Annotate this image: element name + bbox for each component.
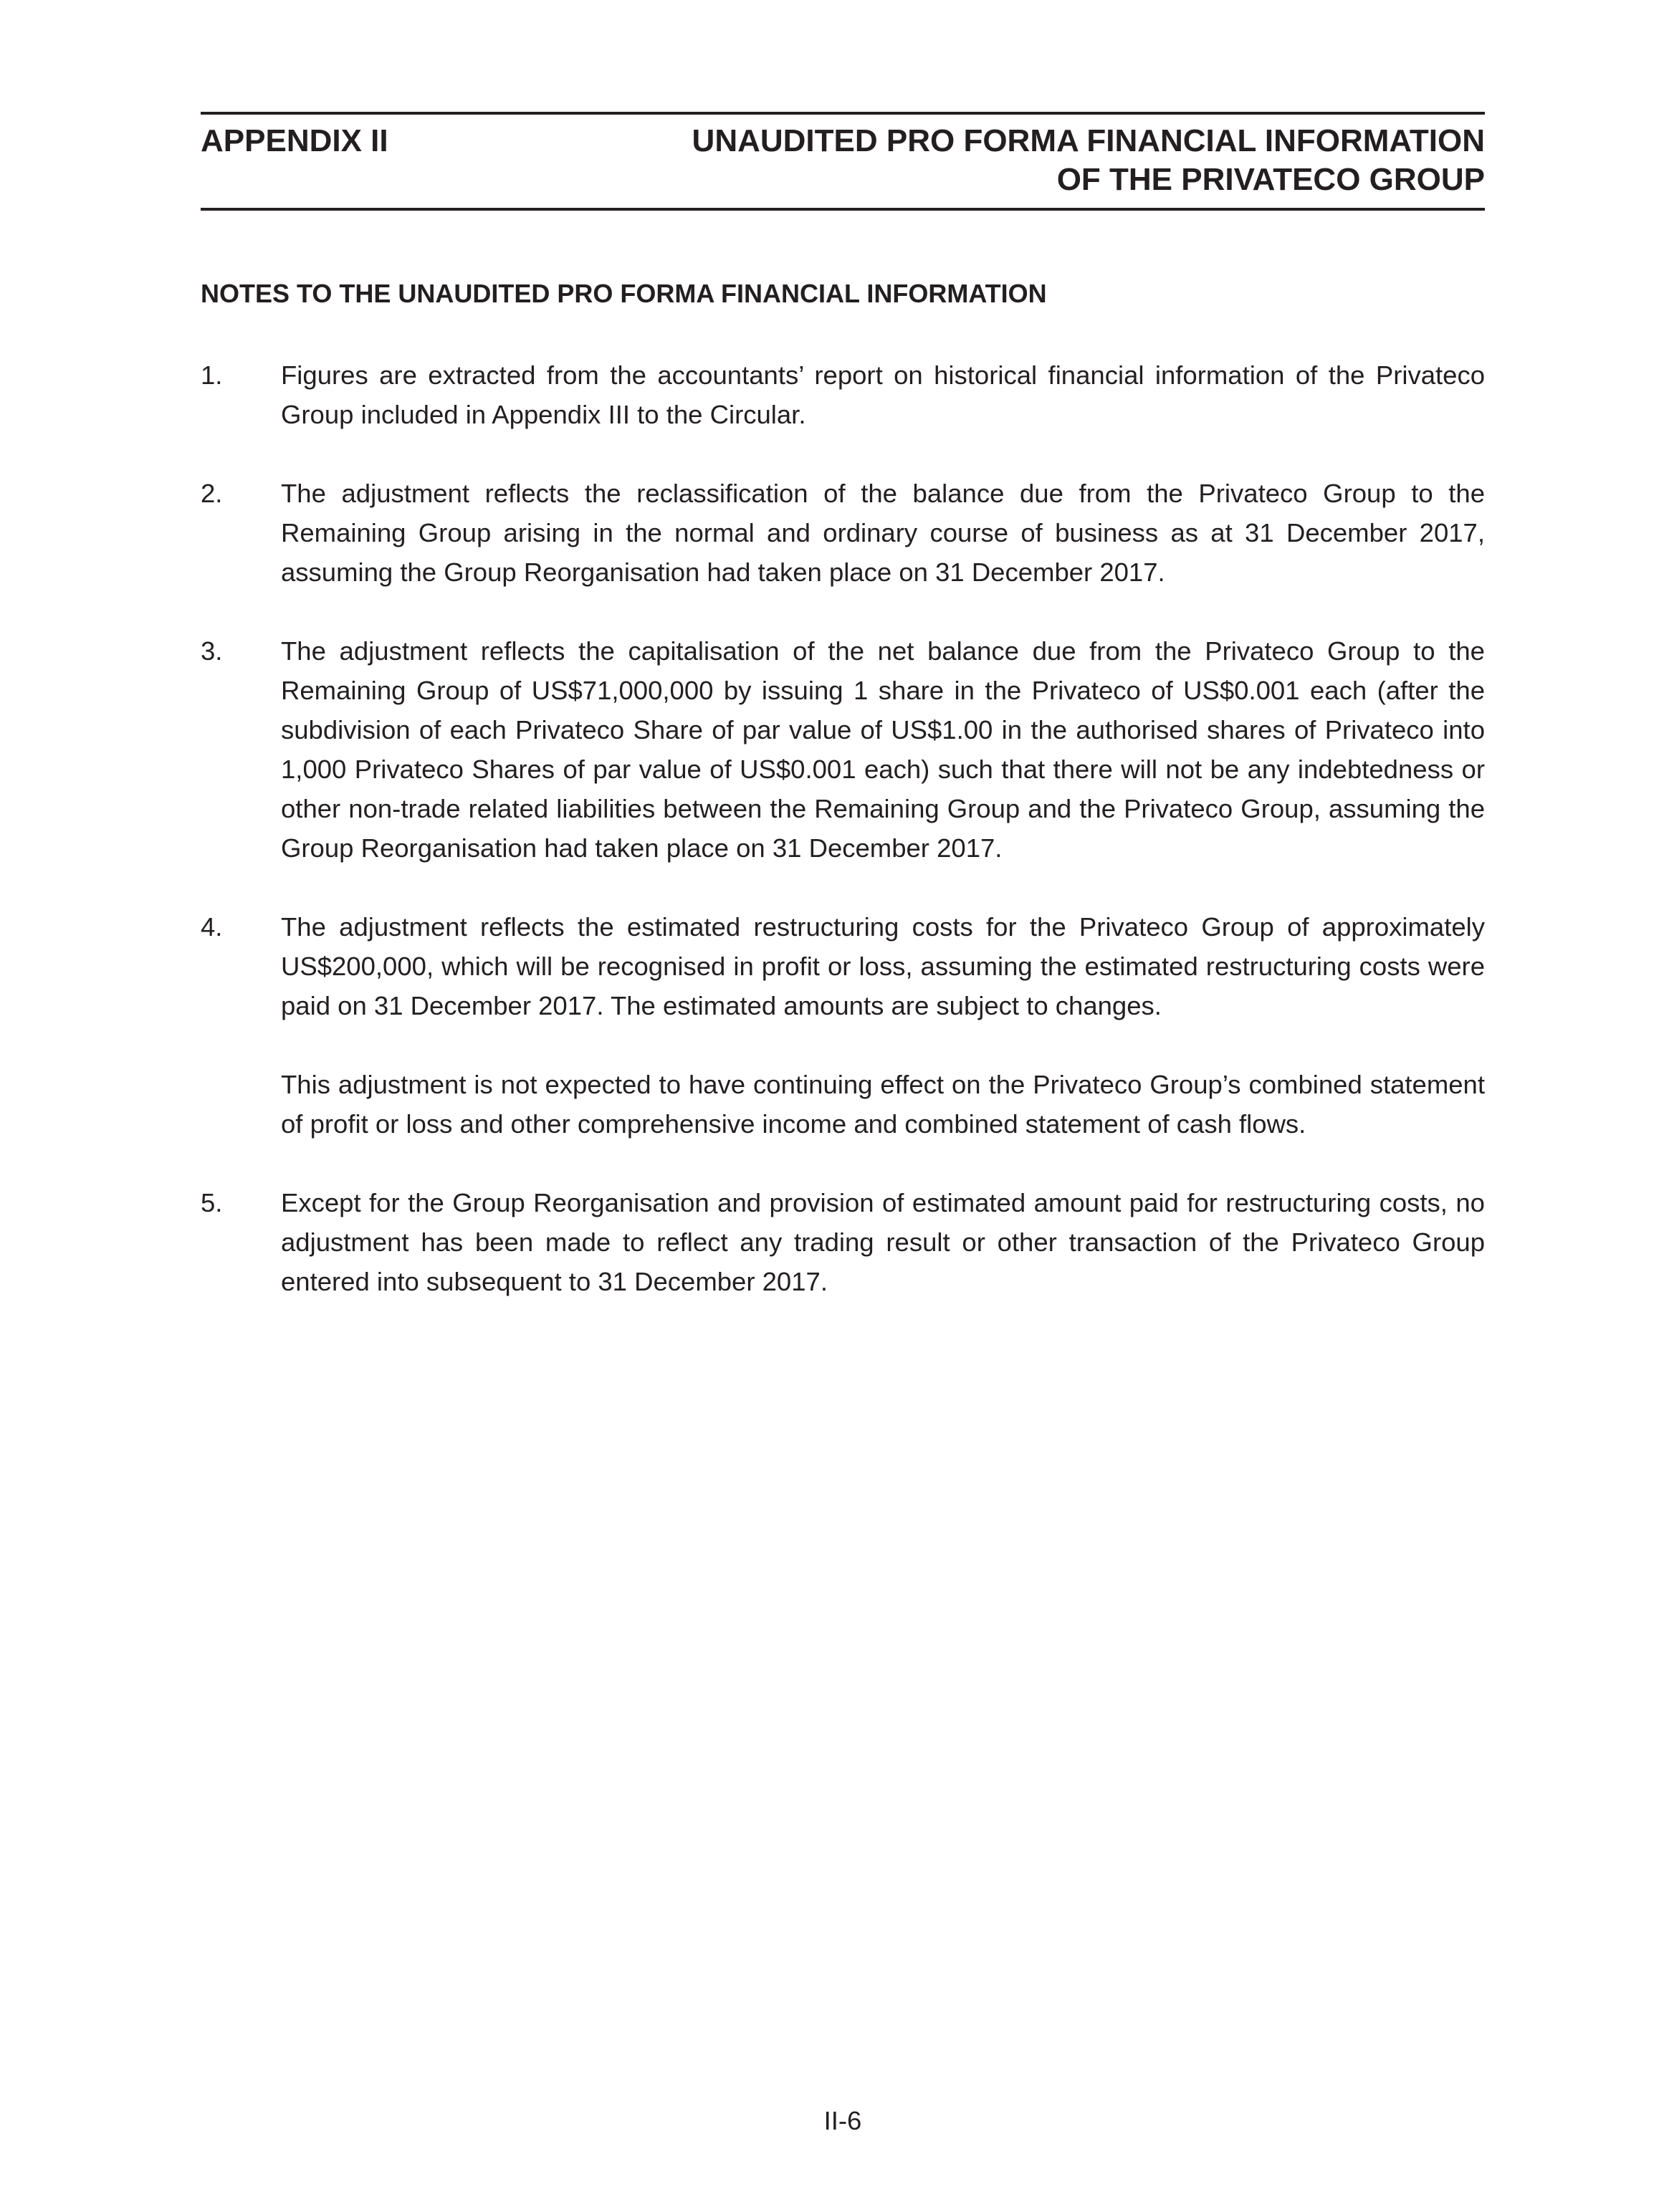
note-paragraph: This adjustment is not expected to have continuing effect on the Privateco Group’s combined statement of profit or loss and other comprehensive income and combined statement of cash flows. [281,1070,1485,1139]
note-number: 1. [201,360,223,390]
note-item [201,474,1485,592]
note-paragraph: The adjustment reflects the estimated restructuring costs for the Privateco Group of approximately US$200,000, which will be recognised in profit or loss, assuming the estimated restructuring costs were paid on 31 December 2017. The estimated amounts are subject to changes. [281,912,1485,1020]
note-number: 2. [201,479,223,508]
notes-list [201,355,1485,1341]
section-heading: NOTES TO THE UNAUDITED PRO FORMA FINANCIAL INFORMATION [201,279,1047,308]
document-page [201,0,1485,2212]
page-number: II-6 [823,2106,862,2135]
appendix-title [692,122,1485,199]
note-item [201,355,1485,434]
note-item [201,907,1485,1144]
appendix-title-line2: OF THE PRIVATECO GROUP [1056,162,1485,197]
note-number: 4. [201,912,223,942]
appendix-title-line1: UNAUDITED PRO FORMA FINANCIAL INFORMATION [692,123,1485,158]
note-number: 3. [201,636,223,666]
note-item [201,1183,1485,1301]
note-number: 5. [201,1188,223,1217]
note-paragraph: Except for the Group Reorganisation and provision of estimated amount paid for restructuring costs, no adjustment has been made to reflect any trading result or other transaction of the Privateco Group entered into subsequent to 31 December 2017. [281,1188,1485,1296]
appendix-label: APPENDIX II [201,123,388,158]
note-item [201,631,1485,868]
header-bottom-rule [201,208,1485,211]
note-paragraph: The adjustment reflects the reclassification of the balance due from the Privateco Group to the Remaining Group arising in the normal and ordinary course of business as at 31 December 2017, assuming the Group Reorganisation had taken place on 31 December 2017. [281,479,1485,587]
header-top-rule [201,112,1485,115]
note-paragraph: The adjustment reflects the capitalisation of the net balance due from the Privateco Group to the Remaining Group of US$71,000,000 by issuing 1 share in the Privateco of US$0.001 each (after the subdivision of each Privateco Share of par value of US$1.00 in the authorised shares of Privateco into 1,000 Privateco Shares of par value of US$0.001 each) such that there will not be any indebtedness or other non-trade related liabilities between the Remaining Group and the Privateco Group, assuming the Group Reorganisation had taken place on 31 December 2017. [281,636,1485,863]
note-paragraph: Figures are extracted from the accountants’ report on historical financial information of the Privateco Group included in Appendix III to the Circular. [281,360,1485,429]
